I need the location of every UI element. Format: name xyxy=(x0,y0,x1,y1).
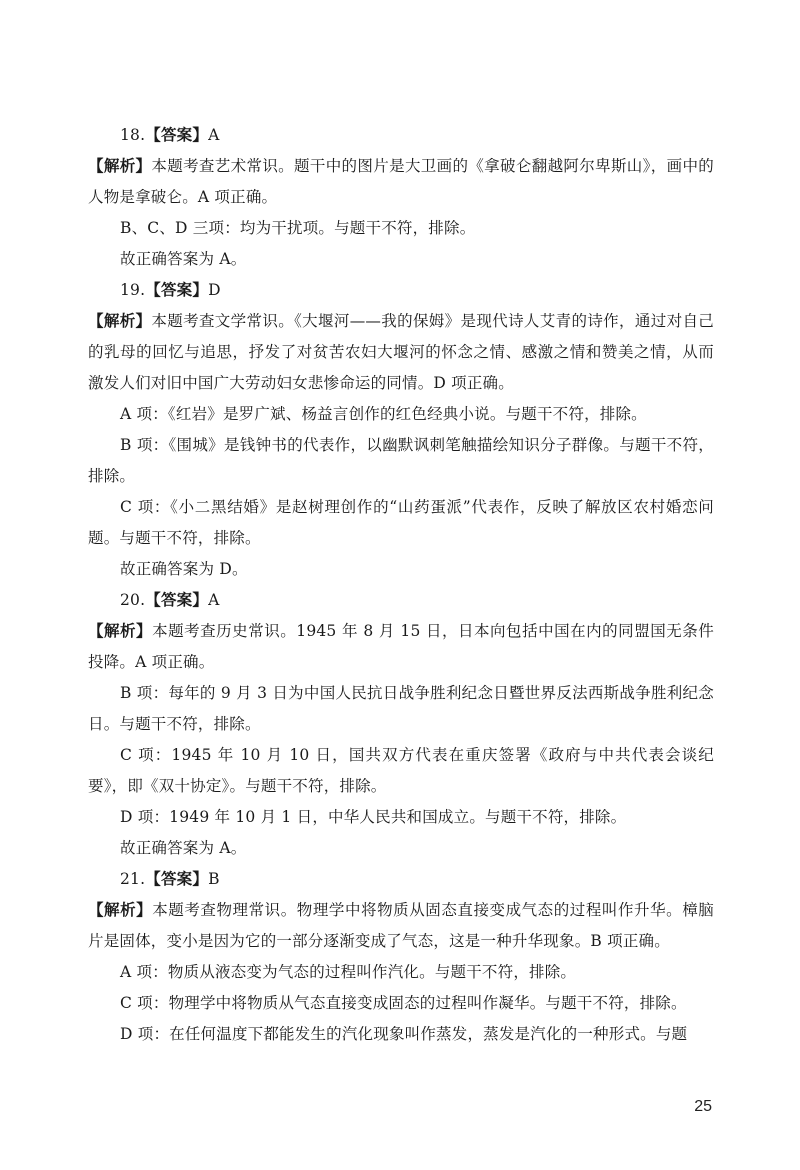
analysis-tag: 【解析】 xyxy=(88,312,152,330)
answer-value: D xyxy=(208,281,221,299)
analysis-paragraph-18 xyxy=(88,151,714,213)
analysis-tag: 【解析】 xyxy=(88,901,153,919)
answer-line-21 xyxy=(88,864,714,895)
answer-tag: 【答案】 xyxy=(145,591,209,609)
option-line: C 项：物理学中将物质从气态直接变成固态的过程叫作凝华。与题干不符，排除。 xyxy=(120,994,687,1012)
answer-tag: 【答案】 xyxy=(145,126,209,144)
option-line: C 项：1945 年 10 月 10 日，国共双方代表在重庆签署《政府与中共代表会谈纪要》，即《双十协定》。与题干不符，排除。 xyxy=(88,746,714,795)
option-line: B 项：每年的 9 月 3 日为中国人民抗日战争胜利纪念日暨世界反法西斯战争胜利纪念日。与题干不符，排除。 xyxy=(88,684,714,733)
analysis-paragraph-20 xyxy=(88,616,714,678)
answer-value: B xyxy=(208,870,220,888)
answer-tag: 【答案】 xyxy=(145,870,209,888)
conclusion-line: 故正确答案为 A。 xyxy=(120,250,247,268)
option-line: A 项：物质从液态变为气态的过程叫作汽化。与题干不符，排除。 xyxy=(120,963,577,981)
analysis-text: 本题考查物理常识。物理学中将物质从固态直接变成气态的过程叫作升华。樟脑片是固体，变小是因为它的一部分逐渐变成了气态，这是一种升华现象。B 项正确。 xyxy=(88,901,714,950)
option-line: C 项：《小二黑结婚》是赵树理创作的“山药蛋派”代表作，反映了解放区农村婚恋问题。与题干不符，排除。 xyxy=(88,498,714,547)
analysis-text: 本题考查文学常识。《大堰河——我的保姆》是现代诗人艾青的诗作，通过对自己的乳母的回忆与追思，抒发了对贫苦农妇大堰河的怀念之情、感激之情和赞美之情，从而激发人们对旧中国广大劳动妇女悲惨命运的同情。D 项正确。 xyxy=(88,312,714,392)
analysis-paragraph-21 xyxy=(88,895,714,957)
analysis-tag: 【解析】 xyxy=(88,157,152,175)
question-number: 18. xyxy=(120,126,146,144)
answer-line-20 xyxy=(88,585,714,616)
answer-value: A xyxy=(208,126,220,144)
conclusion-line: 故正确答案为 D。 xyxy=(120,560,248,578)
question-number: 19. xyxy=(120,281,146,299)
analysis-paragraph-19 xyxy=(88,306,714,399)
answer-line-18 xyxy=(88,120,714,151)
option-line: B 项：《围城》是钱钟书的代表作，以幽默讽刺笔触描绘知识分子群像。与题干不符，排除。 xyxy=(88,436,714,485)
answer-line-19 xyxy=(88,275,714,306)
analysis-text: 本题考查艺术常识。题干中的图片是大卫画的《拿破仑翻越阿尔卑斯山》，画中的人物是拿破仑。A 项正确。 xyxy=(88,157,714,206)
answer-value: A xyxy=(208,591,220,609)
option-line: D 项：1949 年 10 月 1 日，中华人民共和国成立。与题干不符，排除。 xyxy=(120,808,627,826)
analysis-tag: 【解析】 xyxy=(88,622,153,640)
conclusion-line: 故正确答案为 A。 xyxy=(120,839,247,857)
option-line: D 项：在任何温度下都能发生的汽化现象叫作蒸发，蒸发是汽化的一种形式。与题 xyxy=(120,1025,688,1043)
answer-tag: 【答案】 xyxy=(145,281,209,299)
page-number: 25 xyxy=(694,1098,712,1115)
option-line: A 项：《红岩》是罗广斌、杨益言创作的红色经典小说。与题干不符，排除。 xyxy=(120,405,647,423)
option-line: B、C、D 三项：均为干扰项。与题干不符，排除。 xyxy=(120,219,476,237)
analysis-text: 本题考查历史常识。1945 年 8 月 15 日，日本向包括中国在内的同盟国无条件投降。A 项正确。 xyxy=(88,622,714,671)
question-number: 21. xyxy=(120,870,146,888)
answer-section xyxy=(88,120,714,1050)
question-number: 20. xyxy=(120,591,146,609)
